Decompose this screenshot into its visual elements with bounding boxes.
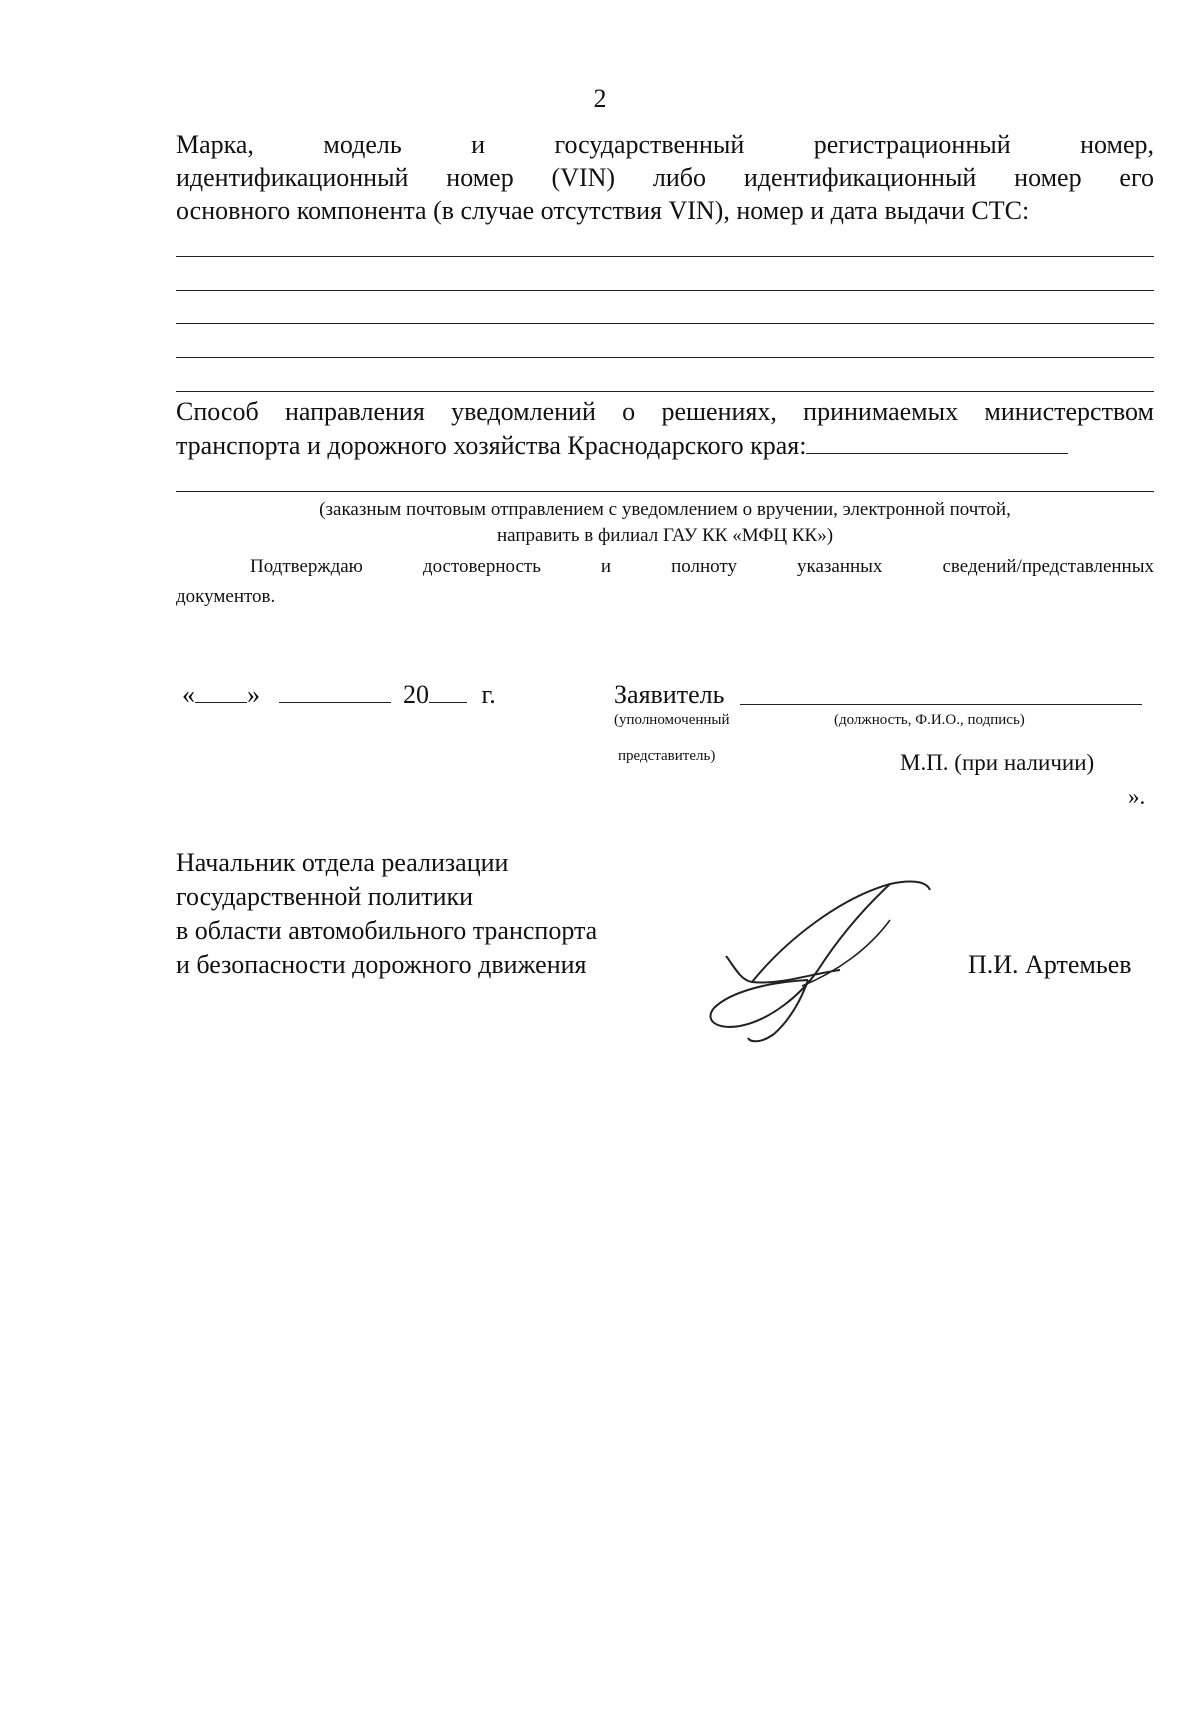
stamp-note: М.П. (при наличии)	[900, 750, 1095, 775]
date-year-suffix: г.	[481, 680, 496, 709]
closing-quote: ».	[1128, 784, 1146, 809]
official-title-1: Начальник отдела реализации	[176, 848, 509, 877]
date-year-blank[interactable]	[429, 680, 467, 703]
notification-line-1: Способ направления уведомлений о решениях, принимаемых министерством	[176, 397, 1154, 426]
notification-hint-2: направить в филиал ГАУ КК «МФЦ КК»)	[496, 525, 834, 546]
vehicle-line-2: идентификационный номер (VIN) либо идентификационный номер его	[176, 163, 1154, 192]
notification-line-2-row	[176, 429, 1154, 462]
applicant-label: Заявитель	[614, 680, 725, 709]
official-title-4: и безопасности дорожного движения	[176, 950, 587, 979]
vehicle-line-1: Марка, модель и государственный регистрационный номер,	[176, 130, 1154, 159]
date-year-prefix: 20	[403, 680, 429, 709]
applicant-sign-hint: (должность, Ф.И.О., подпись)	[834, 712, 1025, 728]
official-title-2: государственной политики	[176, 882, 474, 911]
confirm-line-2: документов.	[176, 586, 276, 607]
date-close-quote: »	[247, 680, 260, 709]
notification-method-blank[interactable]	[806, 431, 1068, 454]
official-title-3: в области автомобильного транспорта	[176, 916, 598, 945]
signature-icon	[690, 870, 950, 1050]
fill-line-2[interactable]	[176, 290, 1154, 291]
page-number: 2	[593, 84, 607, 113]
fill-line-4[interactable]	[176, 357, 1154, 358]
confirm-line-1: Подтверждаю достоверность и полноту указанных сведений/представленных	[250, 556, 1154, 577]
applicant-sub-2: представитель)	[618, 748, 716, 764]
date-month-blank[interactable]	[279, 680, 391, 703]
date-day-blank[interactable]	[195, 680, 247, 703]
fill-line-5[interactable]	[176, 391, 1154, 392]
notification-hint-1: (заказным почтовым отправлением с уведомлением о вручении, электронной почтой,	[319, 499, 1011, 520]
official-name: П.И. Артемьев	[968, 950, 1132, 979]
notification-fill-line[interactable]	[176, 491, 1154, 492]
vehicle-line-3: основного компонента (в случае отсутствия VIN), номер и дата выдачи СТС:	[176, 196, 1030, 225]
date-row	[182, 680, 496, 710]
applicant-sign-line[interactable]	[740, 704, 1142, 705]
applicant-sub-1: (уполномоченный	[614, 712, 730, 728]
fill-line-3[interactable]	[176, 323, 1154, 324]
fill-line-1[interactable]	[176, 256, 1154, 257]
notification-line-2: транспорта и дорожного хозяйства Краснодарского края:	[176, 431, 807, 460]
date-open-quote: «	[182, 680, 195, 709]
